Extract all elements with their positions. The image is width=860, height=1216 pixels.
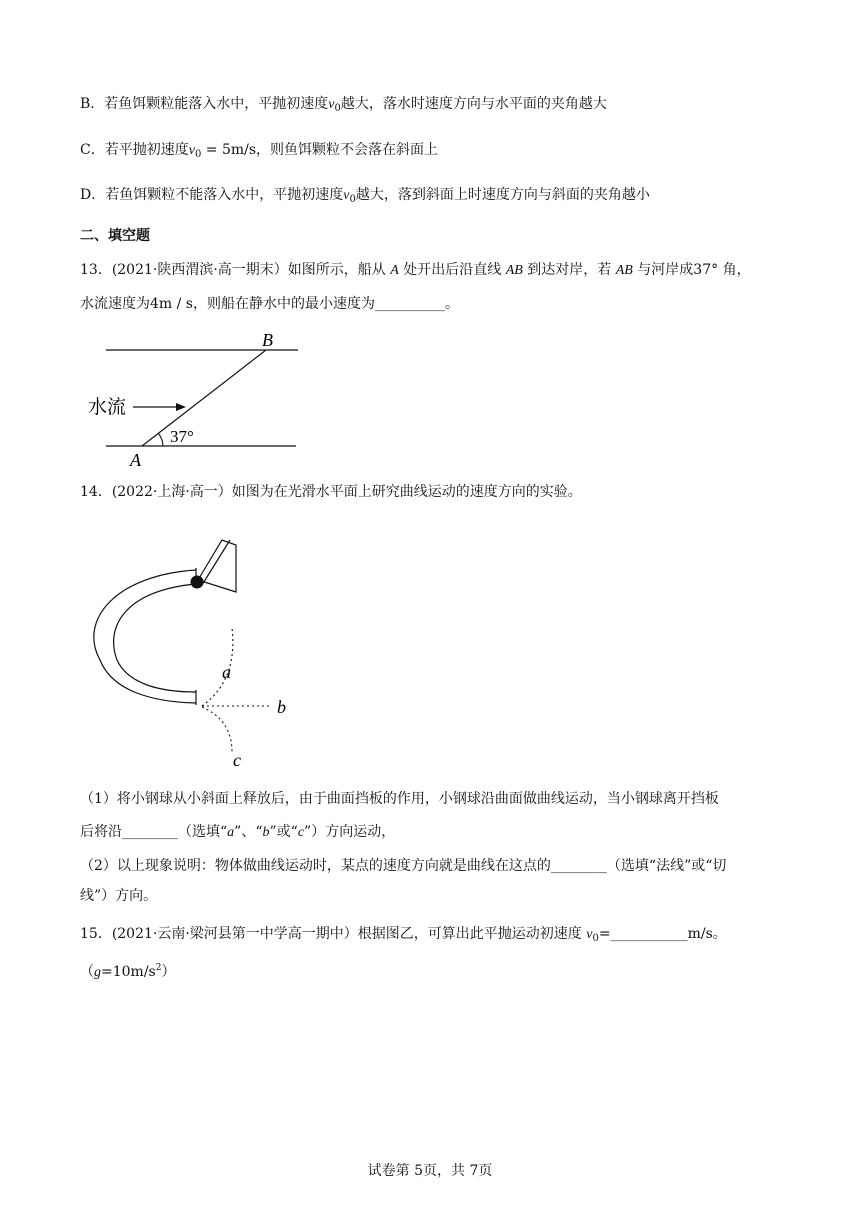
angle-arc: [158, 433, 163, 446]
q15-text: ）: [161, 964, 176, 980]
q14-sub1-line1: （1）将小钢球从小斜面上释放后，由于曲面挡板的作用，小钢球沿曲面做曲线运动，当小钢球离开挡板: [80, 791, 719, 807]
q13-line-ab-2: AB: [615, 263, 633, 278]
q15-v0-subscript: 0: [592, 933, 599, 944]
incline-edge: [202, 540, 230, 585]
v0-symbol: v: [328, 97, 335, 112]
q14-sub2-line2: 线”）方向。: [80, 888, 158, 904]
q13-text-c: 到达对岸，若: [522, 262, 616, 278]
q14-answer-blank-2[interactable]: ________: [550, 858, 607, 874]
curved-baffle-inner: [114, 584, 196, 692]
q15-answer-blank[interactable]: ___________: [610, 926, 688, 942]
label-a: a: [222, 662, 231, 682]
q14-text: （选填“: [178, 824, 228, 840]
q14-stem: 14．(2022·上海·高一）如图为在光滑水平面上研究曲线运动的速度方向的实验。: [80, 484, 582, 500]
q15-text: （: [80, 964, 94, 980]
q15-line-2: [80, 958, 175, 983]
q14-text: （2）以上现象说明：物体做曲线运动时，某点的速度方向就是曲线在这点的: [80, 858, 551, 874]
v0-subscript: 0: [194, 149, 202, 160]
q14-choice-a: a: [227, 825, 235, 840]
option-c-text-1: C．若平抛初速度: [80, 142, 189, 158]
q13-line-ab: AB: [505, 263, 523, 278]
steel-ball: [191, 576, 204, 589]
q15-equals: =: [598, 926, 611, 942]
section-title: 二、填空题: [80, 228, 150, 244]
option-d-text-1: D．若鱼饵颗粒不能落入水中，平抛初速度: [80, 187, 344, 203]
q13-text-e: 水流速度为4m / s，则船在静水中的最小速度为: [80, 296, 375, 312]
q13-text-a: 13．(2021·陕西渭滨·高一期末）如图所示，船从: [80, 262, 391, 278]
q15-text: 15．(2021·云南·梁河县第一中学高一期中）根据图乙，可算出此平抛运动初速度: [80, 926, 587, 942]
option-b-text-2: 越大，落水时速度方向与水平面的夹角越大: [340, 96, 607, 112]
q14-answer-blank-1[interactable]: ________: [122, 824, 178, 840]
small-incline: [198, 540, 236, 592]
q13-answer-blank[interactable]: __________: [374, 296, 445, 312]
q13-text-d: 与河岸成37° 角，: [632, 262, 751, 278]
option-c-text-2: ，则鱼饵颗粒不会落在斜面上: [256, 142, 439, 158]
option-c-equation: = 5m/s: [201, 142, 257, 158]
q14-text: ”或“: [269, 824, 298, 840]
label-c: c: [233, 750, 241, 770]
path-ab: [142, 350, 266, 446]
q13-text-b: 处开出后沿直线: [398, 262, 506, 278]
q14-text: ”、“: [234, 824, 263, 840]
option-d-text-2: 越大，落到斜面上时速度方向与斜面的夹角越小: [355, 187, 650, 203]
q14-sub2-line1: [80, 856, 726, 876]
q14-text: 后将沿: [80, 824, 122, 840]
q13-point-a: A: [390, 263, 399, 278]
q15-v0-symbol: v: [586, 927, 593, 942]
path-c: [202, 707, 232, 752]
q14-sub1-line2: [80, 822, 395, 843]
v0-subscript: 0: [349, 194, 356, 205]
q14-text: （选填“法线”或“切: [606, 858, 727, 874]
water-label: 水流: [88, 396, 127, 418]
q14-choice-b: b: [262, 825, 270, 840]
q15-superscript: 2: [155, 963, 162, 973]
label-b: b: [277, 697, 286, 717]
v0-symbol: v: [188, 143, 195, 158]
q15-unit: m/s。: [687, 926, 727, 942]
q13-text-f: 。: [444, 296, 459, 312]
v0-symbol: v: [343, 188, 350, 203]
option-b-text-1: B．若鱼饵颗粒能落入水中，平抛初速度: [80, 96, 329, 112]
curved-baffle-outer: [94, 570, 196, 703]
angle-label: 37°: [170, 427, 194, 446]
point-a-label: A: [130, 450, 141, 470]
point-b-label: B: [262, 330, 273, 350]
q15-text: =10m/s: [101, 964, 156, 980]
q14-choice-c: c: [297, 825, 305, 840]
flow-arrow-head: [176, 403, 186, 411]
q14-text: ”）方向运动，: [304, 824, 396, 840]
q15-line-1: [80, 924, 727, 949]
curve-experiment-figure: [94, 540, 286, 770]
q15-g-symbol: g: [94, 965, 101, 980]
v0-subscript: 0: [334, 103, 341, 114]
page-footer: 试卷第 5页，共 7页: [367, 1163, 493, 1179]
